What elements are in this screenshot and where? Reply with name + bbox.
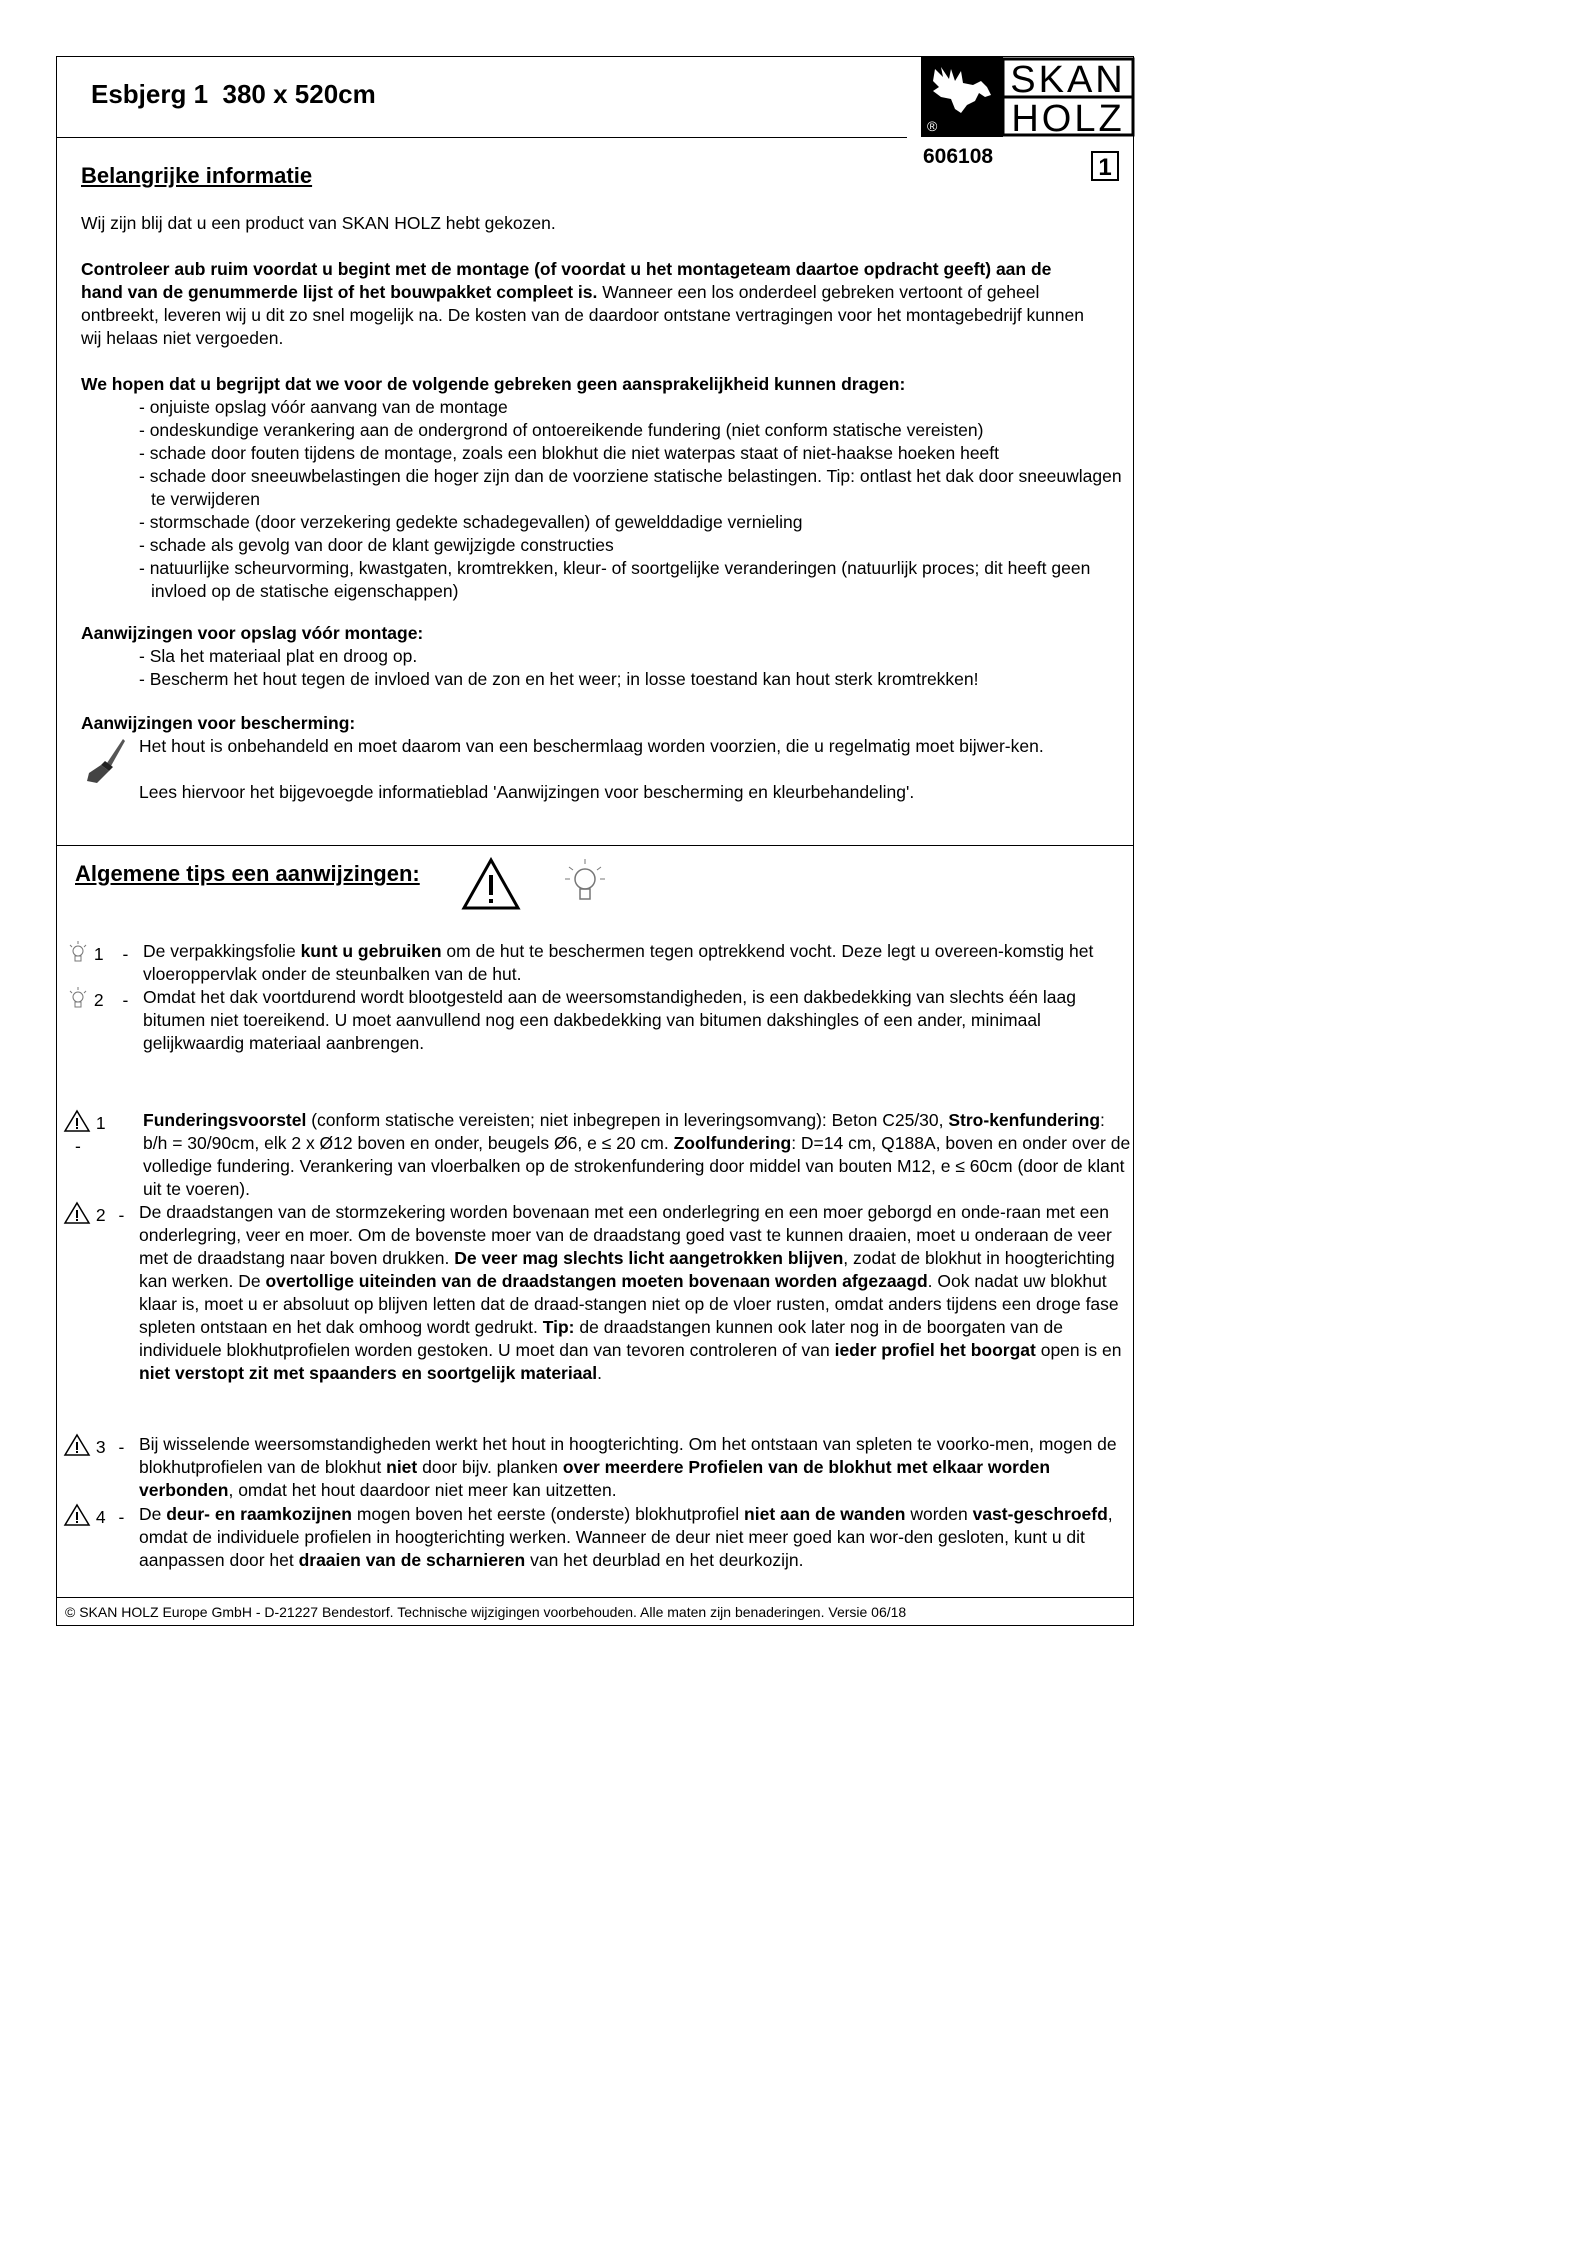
text-run: De [139, 1504, 167, 1524]
check-paragraph [81, 258, 1091, 350]
list-item: - onjuiste opslag vóór aanvang van de montage [139, 397, 508, 417]
tip-dash: - [118, 1205, 125, 1225]
check-bold-text: Controleer aub ruim voordat u begint met de montage (of voordat u het montageteam daartoe opdracht geeft) aan de hand van de genummerde lijst of het bouwpakket compleet is. [81, 259, 1052, 302]
protection-heading: Aanwijzingen voor bescherming: [81, 713, 356, 733]
warning-tip-2 [63, 1201, 1131, 1433]
liability-heading: We hopen dat u begrijpt dat we voor de volgende gebreken geen aansprakelijkheid kunnen dragen: [81, 374, 906, 394]
tips-heading: Algemene tips een aanwijzingen: [75, 861, 420, 886]
bold-text-run: vast-geschroefd [972, 1504, 1108, 1524]
warning-triangle-icon [63, 1433, 91, 1457]
protection-line-2: Lees hiervoor het bijgevoegde informatieblad 'Aanwijzingen voor bescherming en kleurbehandeling'. [139, 782, 915, 802]
light-bulb-icon [563, 855, 607, 909]
text-run: : b/h = 30/90cm, elk 2 x Ø12 boven en onder, beugels Ø6, e ≤ 20 cm. [143, 1110, 1105, 1153]
header-divider [57, 137, 907, 138]
tip-number: 2 [93, 990, 104, 1010]
tip-text [139, 1503, 1133, 1572]
warning-triangle-icon [63, 1109, 91, 1133]
bold-text-run: Stro-kenfundering [948, 1110, 1101, 1130]
page-frame [56, 56, 1134, 1626]
light-bulb-icon [67, 940, 89, 964]
tip-dash: - [122, 990, 129, 1010]
footer-copyright: © SKAN HOLZ Europe GmbH - D-21227 Bendestorf. Technische wijzigingen voorbehouden. Alle maten zijn benaderingen. Versie 06/18 [65, 1604, 907, 1620]
bold-text-run: ieder profiel het boorgat [834, 1340, 1036, 1360]
text-run: door bijv. planken [417, 1457, 563, 1477]
page-title: Esbjerg 1 380 x 520cm [91, 79, 376, 109]
list-item: - schade door fouten tijdens de montage, zoals een blokhut die niet waterpas staat of niet-haakse hoeken heeft [139, 443, 1000, 463]
logo-text-top: SKAN [1010, 59, 1126, 101]
footer-divider [57, 1597, 1133, 1598]
list-item: - ondeskundige verankering aan de ondergrond of ontoereikende fundering (niet conform statische vereisten) [139, 420, 984, 440]
text-run: mogen boven het eerste (onderste) blokhutprofiel [351, 1504, 745, 1524]
warning-tip-1 [63, 1109, 1131, 1201]
protection-line-1: Het hout is onbehandeld en moet daarom van een beschermlaag worden voorzien, die u regelmatig moet bijwer-ken. [139, 736, 1044, 756]
page-number-box: 1 [1091, 151, 1119, 181]
list-item: - schade als gevolg van door de klant gewijzigde constructies [139, 535, 614, 555]
tip-text [139, 1433, 1133, 1502]
storage-heading: Aanwijzingen voor opslag vóór montage: [81, 623, 424, 643]
text-run: worden [905, 1504, 973, 1524]
storage-list [139, 645, 1129, 691]
bold-text-run: Tip: [542, 1317, 575, 1337]
paint-brush-icon [83, 737, 127, 785]
text-run: , zodat de blokhut in hoogterichting kan werken. De [139, 1248, 1115, 1291]
check-rest-text: Wanneer een los onderdeel gebreken vertoont of geheel ontbreekt, leveren wij u dit zo snel mogelijk na. De kosten van de daardoor ontstane vertragingen voor het montagebedrijf kunnen wij helaas niet vergoeden. [81, 282, 1084, 348]
moose-logo-icon [921, 57, 1135, 137]
list-item: - schade door sneeuwbelastingen die hoger zijn dan de voorziene statische belastingen. Tip: ontlast het dak door sneeuwlagen te verwijderen [139, 466, 1122, 509]
article-number: 606108 [923, 145, 994, 168]
brand-logo [921, 57, 1135, 137]
text-run: open is en [1035, 1340, 1122, 1360]
bulb-tip-2 [67, 986, 1127, 1056]
tip-dash: - [75, 1136, 81, 1156]
warning-tip-4 [63, 1503, 1131, 1573]
warning-triangle-icon [461, 857, 521, 911]
text-run: van het deurblad en het deurkozijn. [525, 1550, 804, 1570]
text-run: : D=14 cm, Q188A, boven en onder over de volledige fundering. Verankering van vloerbalken op de strokenfundering door middel van bouten M12, e ≤ 60cm (door de klant uit te voeren). [143, 1133, 1131, 1199]
tip-dash: - [118, 1507, 125, 1527]
warning-triangle-icon [63, 1503, 91, 1527]
important-heading: Belangrijke informatie [81, 163, 313, 188]
liability-list [139, 396, 1129, 603]
text-run: (conform statische vereisten; niet inbegrepen in leveringsomvang): Beton C25/30, [306, 1110, 949, 1130]
tip-number: 1 [95, 1113, 106, 1133]
text-run: , omdat het hout daardoor niet meer kan uitzetten. [228, 1480, 617, 1500]
text-run: de draadstangen kunnen ook later nog in de boorgaten van de individuele blokhutprofielen worden gestoken. U moet dan van tevoren controleren of van [139, 1317, 1063, 1360]
list-item: - Bescherm het hout tegen de invloed van de zon en het weer; in losse toestand kan hout sterk kromtrekken! [139, 669, 979, 689]
registered-mark: ® [927, 118, 938, 134]
bold-text-run: Funderingsvoorstel [143, 1110, 307, 1130]
important-intro: Wij zijn blij dat u een product van SKAN HOLZ hebt gekozen. [81, 213, 556, 233]
bold-text-run: deur- en raamkozijnen [166, 1504, 352, 1524]
tip-number: 3 [95, 1437, 106, 1457]
bold-text-run: over meerdere Profielen van de blokhut met elkaar worden verbonden [139, 1457, 1051, 1500]
text-run: Bij wisselende weersomstandigheden werkt het hout in hoogterichting. Om het ontstaan van spleten te voorko-men, mogen de blokhutprofielen van de blokhut [139, 1434, 1117, 1477]
bold-text-run: niet aan de wanden [744, 1504, 906, 1524]
tip-text: Omdat het dak voortdurend wordt blootgesteld aan de weersomstandigheden, is een dakbedekking van slechts één laag bitumen niet toereikend. U moet aanvullend nog een dakbedekking van bitumen dakshingles of een ander, minimaal gelijkwaardig materiaal aanbrengen. [143, 987, 1076, 1053]
warning-tip-3 [63, 1433, 1131, 1503]
tip-text [139, 1201, 1133, 1385]
bold-text-run: overtollige uiteinden van de draadstangen moeten bovenaan worden afgezaagd [265, 1271, 928, 1291]
tip-dash: - [118, 1437, 125, 1457]
list-item: - natuurlijke scheurvorming, kwastgaten, kromtrekken, kleur- of soortgelijke veranderingen (natuurlijk proces; dit heeft geen invloed op de statische eigenschappen) [139, 558, 1091, 601]
list-item: - Sla het materiaal plat en droog op. [139, 646, 418, 666]
text-run: , omdat de individuele profielen in hoogterichting werken. Wanneer de deur niet meer goed kan wor-den gesloten, kunt u dit aanpassen door het [139, 1504, 1113, 1570]
tip-text [143, 1109, 1133, 1201]
text-run: . Ook nadat uw blokhut klaar is, moet u er absoluut op blijven letten dat de draad-stangen niet op de vloer rusten, omdat anders tijdens een droge fase spleten ontstaan en het dak omhoog wordt gedrukt. [139, 1271, 1119, 1337]
tip-text: De verpakkingsfolie kunt u gebruiken om de hut te beschermen tegen optrekkend vocht. Deze legt u overeen-komstig het vloeroppervlak onder de steunbalken van de hut. [143, 941, 1094, 984]
bold-text-run: draaien van de scharnieren [298, 1550, 526, 1570]
text-run: De draadstangen van de stormzekering worden bovenaan met een onderlegring en een moer geborgd en onde-raan met een onderlegring, veer en moer. Om de bovenste moer van de draadstang goed vast te kunnen draaien, moet u onderaan de veer met de draadstang naar boven drukken. [139, 1202, 1112, 1268]
text-run: . [597, 1363, 602, 1383]
tip-dash: - [122, 944, 129, 964]
bold-text-run: niet verstopt zit met spaanders en soortgelijk materiaal [139, 1363, 598, 1383]
bold-text-run: Zoolfundering [673, 1133, 792, 1153]
warning-triangle-icon [63, 1201, 91, 1225]
logo-text-bottom: HOLZ [1011, 98, 1125, 137]
tip-number: 4 [95, 1507, 106, 1527]
list-item: - stormschade (door verzekering gedekte schadegevallen) of gewelddadige vernieling [139, 512, 803, 532]
bold-text-run: De veer mag slechts licht aangetrokken blijven [454, 1248, 844, 1268]
light-bulb-icon [67, 986, 89, 1010]
section-divider [57, 845, 1133, 846]
tip-number: 1 [93, 944, 104, 964]
bold-text-run: niet [386, 1457, 418, 1477]
bulb-tip-1 [67, 940, 1127, 986]
tip-number: 2 [95, 1205, 106, 1225]
